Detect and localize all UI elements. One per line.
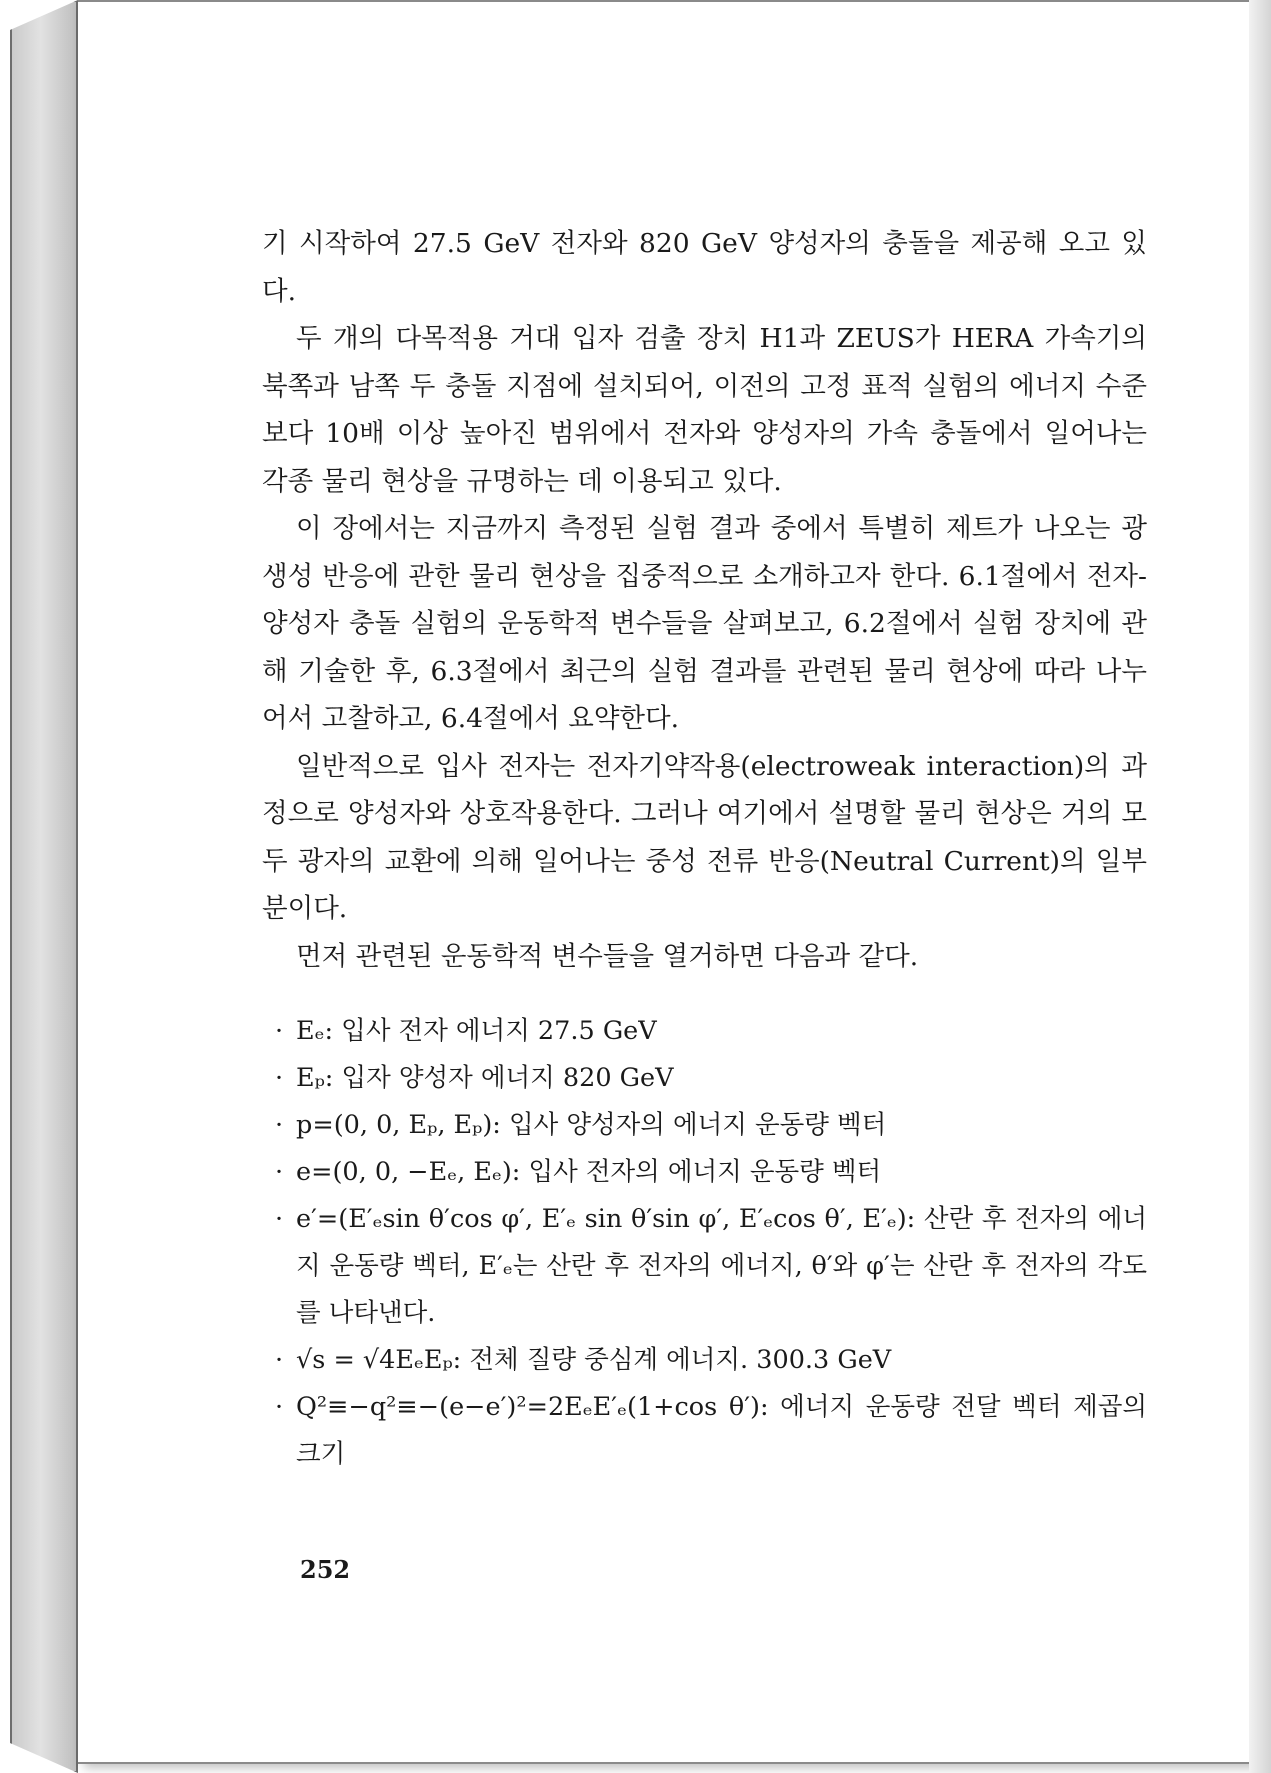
bullet: · — [274, 1110, 284, 1140]
list-item — [262, 1055, 1147, 1102]
list-item-text: √s = √4EₑEₚ: 전체 질량 중심계 에너지. 300.3 GeV — [296, 1345, 892, 1375]
book-side-outline — [10, 0, 78, 1773]
bullet: · — [274, 1157, 284, 1187]
page-body — [262, 220, 1147, 1478]
list-item-text: e′=(E′ₑsin θ′cos φ′, E′ₑ sin θ′sin φ′, E′ₑcos θ′, E′ₑ): 산란 후 전자의 에너지 운동량 벡터, E′ₑ는 산란 후 전자의 에너지, θ′와 φ′는 산란 후 전자의 각도를 나타낸다. — [296, 1204, 1147, 1328]
bullet: · — [274, 1063, 284, 1093]
bullet: · — [274, 1204, 284, 1234]
list-item — [262, 1102, 1147, 1149]
list-item-text: Q²≡−q²≡−(e−e′)²=2EₑE′ₑ(1+cos θ′): 에너지 운동량 전달 벡터 제곱의 크기 — [296, 1392, 1147, 1469]
bullet: · — [274, 1392, 284, 1422]
list-item — [262, 1008, 1147, 1055]
list-item — [262, 1196, 1147, 1337]
paragraph: 먼저 관련된 운동학적 변수들을 열거하면 다음과 같다. — [296, 940, 919, 972]
paragraph: 일반적으로 입사 전자는 전자기약작용(electroweak interaction)의 과정으로 양성자와 상호작용한다. 그러나 여기에서 설명할 물리 현상은 거의 모두 광자의 교환에 의해 일어나는 중성 전류 반응(Neutral Current)의 일부분이다. — [262, 750, 1147, 924]
list-item — [262, 1337, 1147, 1384]
bullet: · — [274, 1345, 284, 1375]
list-item-text: e=(0, 0, −Eₑ, Eₑ): 입사 전자의 에너지 운동량 벡터 — [296, 1157, 882, 1187]
list-item-text: Eₚ: 입자 양성자 에너지 820 GeV — [296, 1063, 674, 1093]
page-right-shadow — [1249, 0, 1271, 1773]
list-item-text: Eₑ: 입사 전자 에너지 27.5 GeV — [296, 1016, 657, 1046]
list-item-text: p=(0, 0, Eₚ, Eₚ): 입사 양성자의 에너지 운동량 벡터 — [296, 1110, 887, 1140]
paragraph: 기 시작하여 27.5 GeV 전자와 820 GeV 양성자의 충돌을 제공해 오고 있다. — [262, 228, 1147, 307]
page-number: 252 — [300, 1555, 351, 1584]
variable-list — [262, 1008, 1147, 1478]
list-item — [262, 1384, 1147, 1478]
list-item — [262, 1149, 1147, 1196]
paragraph: 두 개의 다목적용 거대 입자 검출 장치 H1과 ZEUS가 HERA 가속기의 북쪽과 남쪽 두 충돌 지점에 설치되어, 이전의 고정 표적 실험의 에너지 수준보다 10배 이상 높아진 범위에서 전자와 양성자의 가속 충돌에서 일어나는 각종 물리 현상을 규명하는 데 이용되고 있다. — [262, 323, 1147, 497]
bullet: · — [274, 1016, 284, 1046]
paragraph: 이 장에서는 지금까지 측정된 실험 결과 중에서 특별히 제트가 나오는 광생성 반응에 관한 물리 현상을 집중적으로 소개하고자 한다. 6.1절에서 전자-양성자 충돌 실험의 운동학적 변수들을 살펴보고, 6.2절에서 실험 장치에 관해 기술한 후, 6.3절에서 최근의 실험 결과를 관련된 물리 현상에 따라 나누어서 고찰하고, 6.4절에서 요약한다. — [262, 513, 1147, 734]
